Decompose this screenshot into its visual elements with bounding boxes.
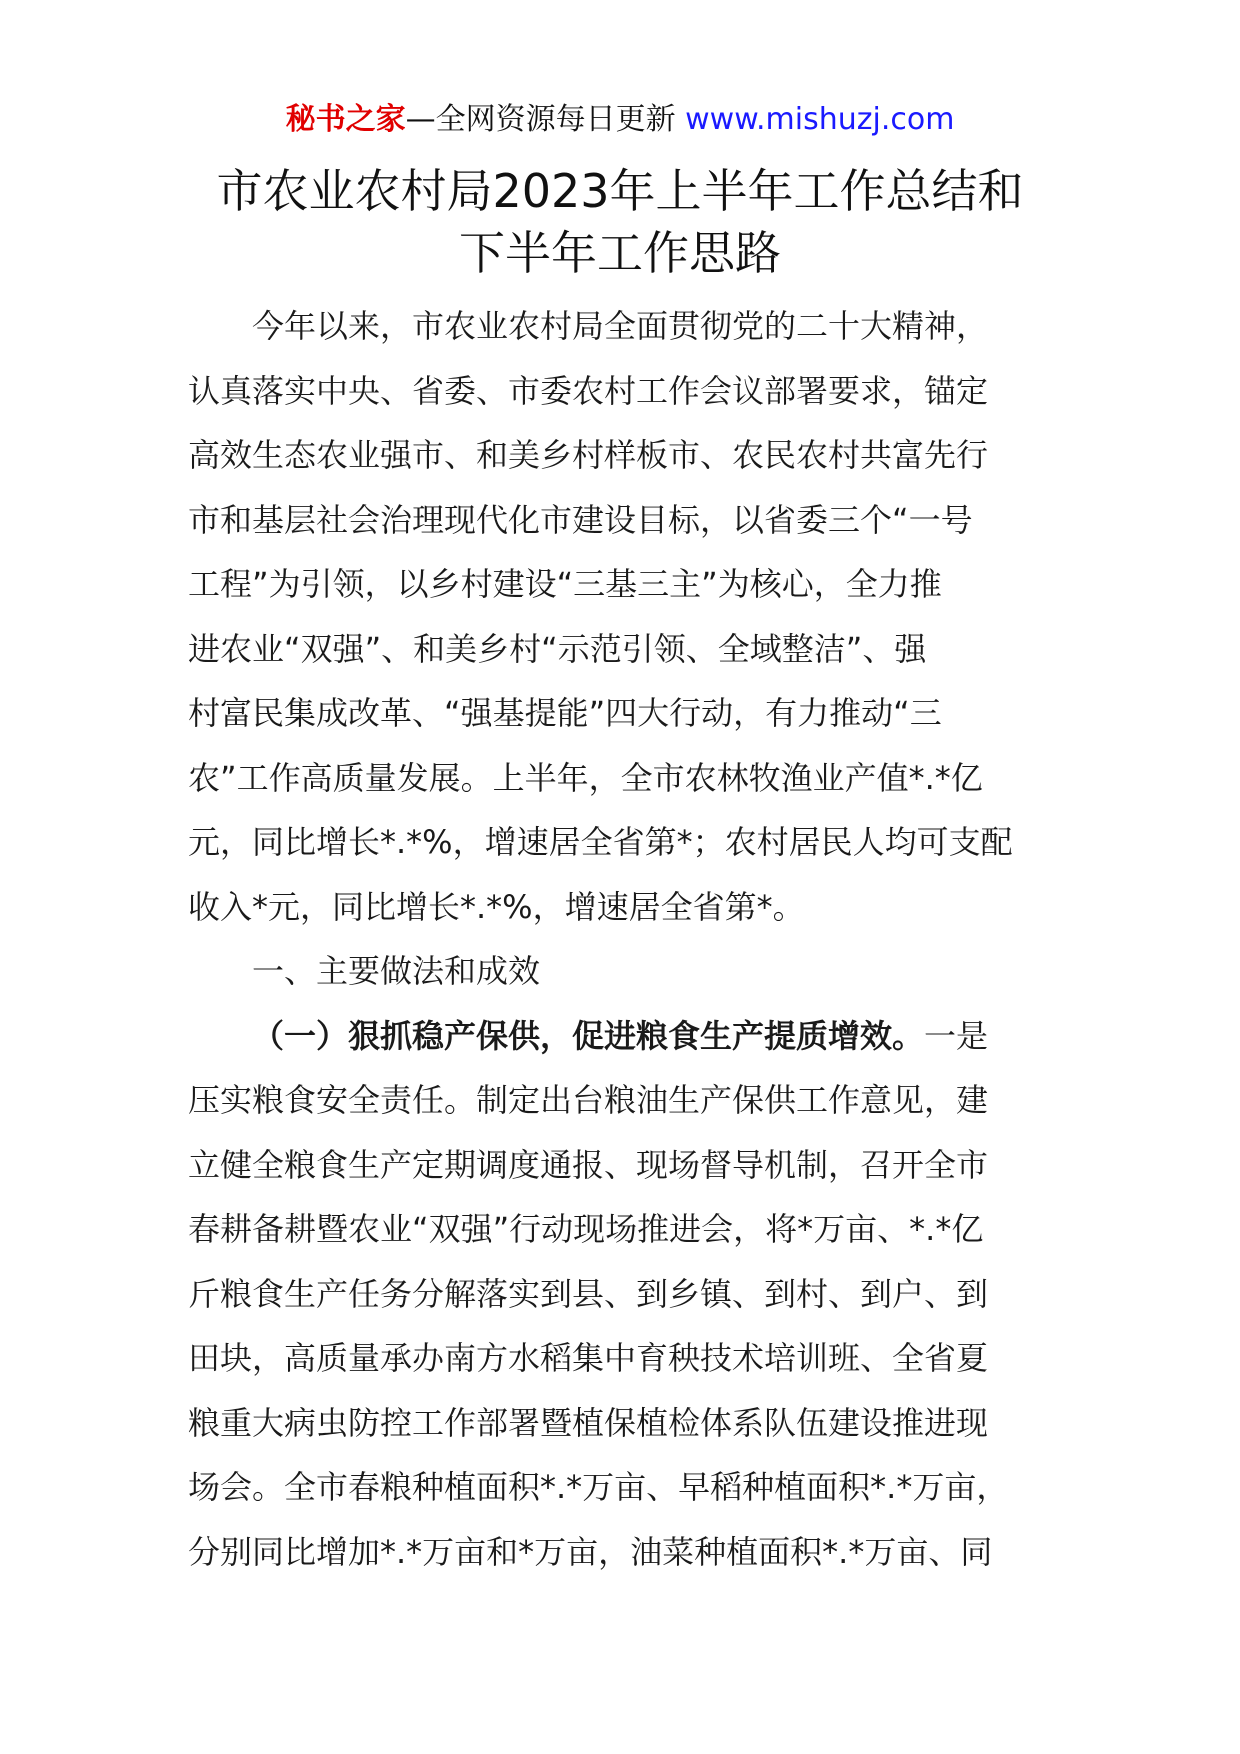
paragraph-line: 元，同比增长*.*%，增速居全省第*；农村居民人均可支配 — [188, 823, 1013, 861]
paragraph-line: 粮重大病虫防控工作部署暨植保植检体系队伍建设推进现 — [188, 1403, 989, 1442]
paragraph-line: 压实粮食安全责任。制定出台粮油生产保供工作意见，建 — [188, 1081, 989, 1119]
paragraph-line: 高效生态农业强市、和美乡村样板市、农民农村共富先行 — [188, 436, 989, 474]
paragraph-line: 村富民集成改革、“强基提能”四大行动，有力推动“三 — [188, 694, 942, 732]
paragraph-line: 工程”为引领，以乡村建设“三基三主”为核心，全力推 — [188, 565, 942, 603]
brand-name: 秘书之家 — [285, 102, 406, 137]
paragraph-line: 今年以来，市农业农村局全面贯彻党的二十大精神， — [252, 307, 989, 345]
paragraph-line: 斤粮食生产任务分解落实到县、到乡镇、到村、到户、到 — [188, 1274, 989, 1313]
paragraph-line: 农”工作高质量发展。上半年，全市农林牧渔业产值*.*亿 — [188, 758, 983, 797]
subsection-heading: （一）狠抓稳产保供，促进粮食生产提质增效。 — [252, 1016, 925, 1055]
paragraph-line: 收入*元，同比增长*.*%，增速居全省第*。 — [188, 887, 805, 926]
paragraph-line: 春耕备耕暨农业“双强”行动现场推进会，将*万亩、*.*亿 — [188, 1210, 984, 1248]
title-line-1: 市农业农村局2023年上半年工作总结和 — [216, 164, 1024, 218]
document-title — [100, 160, 1140, 284]
paragraph-line: 田块，高质量承办南方水稻集中育秧技术培训班、全省夏 — [188, 1339, 989, 1377]
paragraph-line: 认真落实中央、省委、市委农村工作会议部署要求，锚定 — [188, 371, 989, 410]
paragraph-line: 分别同比增加*.*万亩和*万亩，油菜种植面积*.*万亩、同 — [188, 1532, 993, 1571]
subsection-lead-line — [188, 1004, 1068, 1069]
header-tagline: —全网资源每日更新 — [405, 102, 686, 137]
header-banner — [0, 100, 1240, 140]
paragraph-line: 市和基层社会治理现代化市建设目标，以省委三个“一号 — [188, 500, 973, 539]
paragraph-line: 场会。全市春粮种植面积*.*万亩、早稻种植面积*.*万亩， — [188, 1468, 1009, 1506]
body-text — [188, 294, 1068, 1584]
title-line-2: 下半年工作思路 — [459, 226, 781, 280]
paragraph-line: 立健全粮食生产定期调度通报、现场督导机制，召开全市 — [188, 1145, 989, 1184]
subsection-lead-text: 一是 — [924, 1016, 989, 1055]
section-heading: 一、主要做法和成效 — [252, 952, 541, 990]
site-link[interactable]: www.mishuzj.com — [685, 102, 955, 137]
paragraph-line: 进农业“双强”、和美乡村“示范引领、全域整洁”、强 — [188, 629, 927, 668]
